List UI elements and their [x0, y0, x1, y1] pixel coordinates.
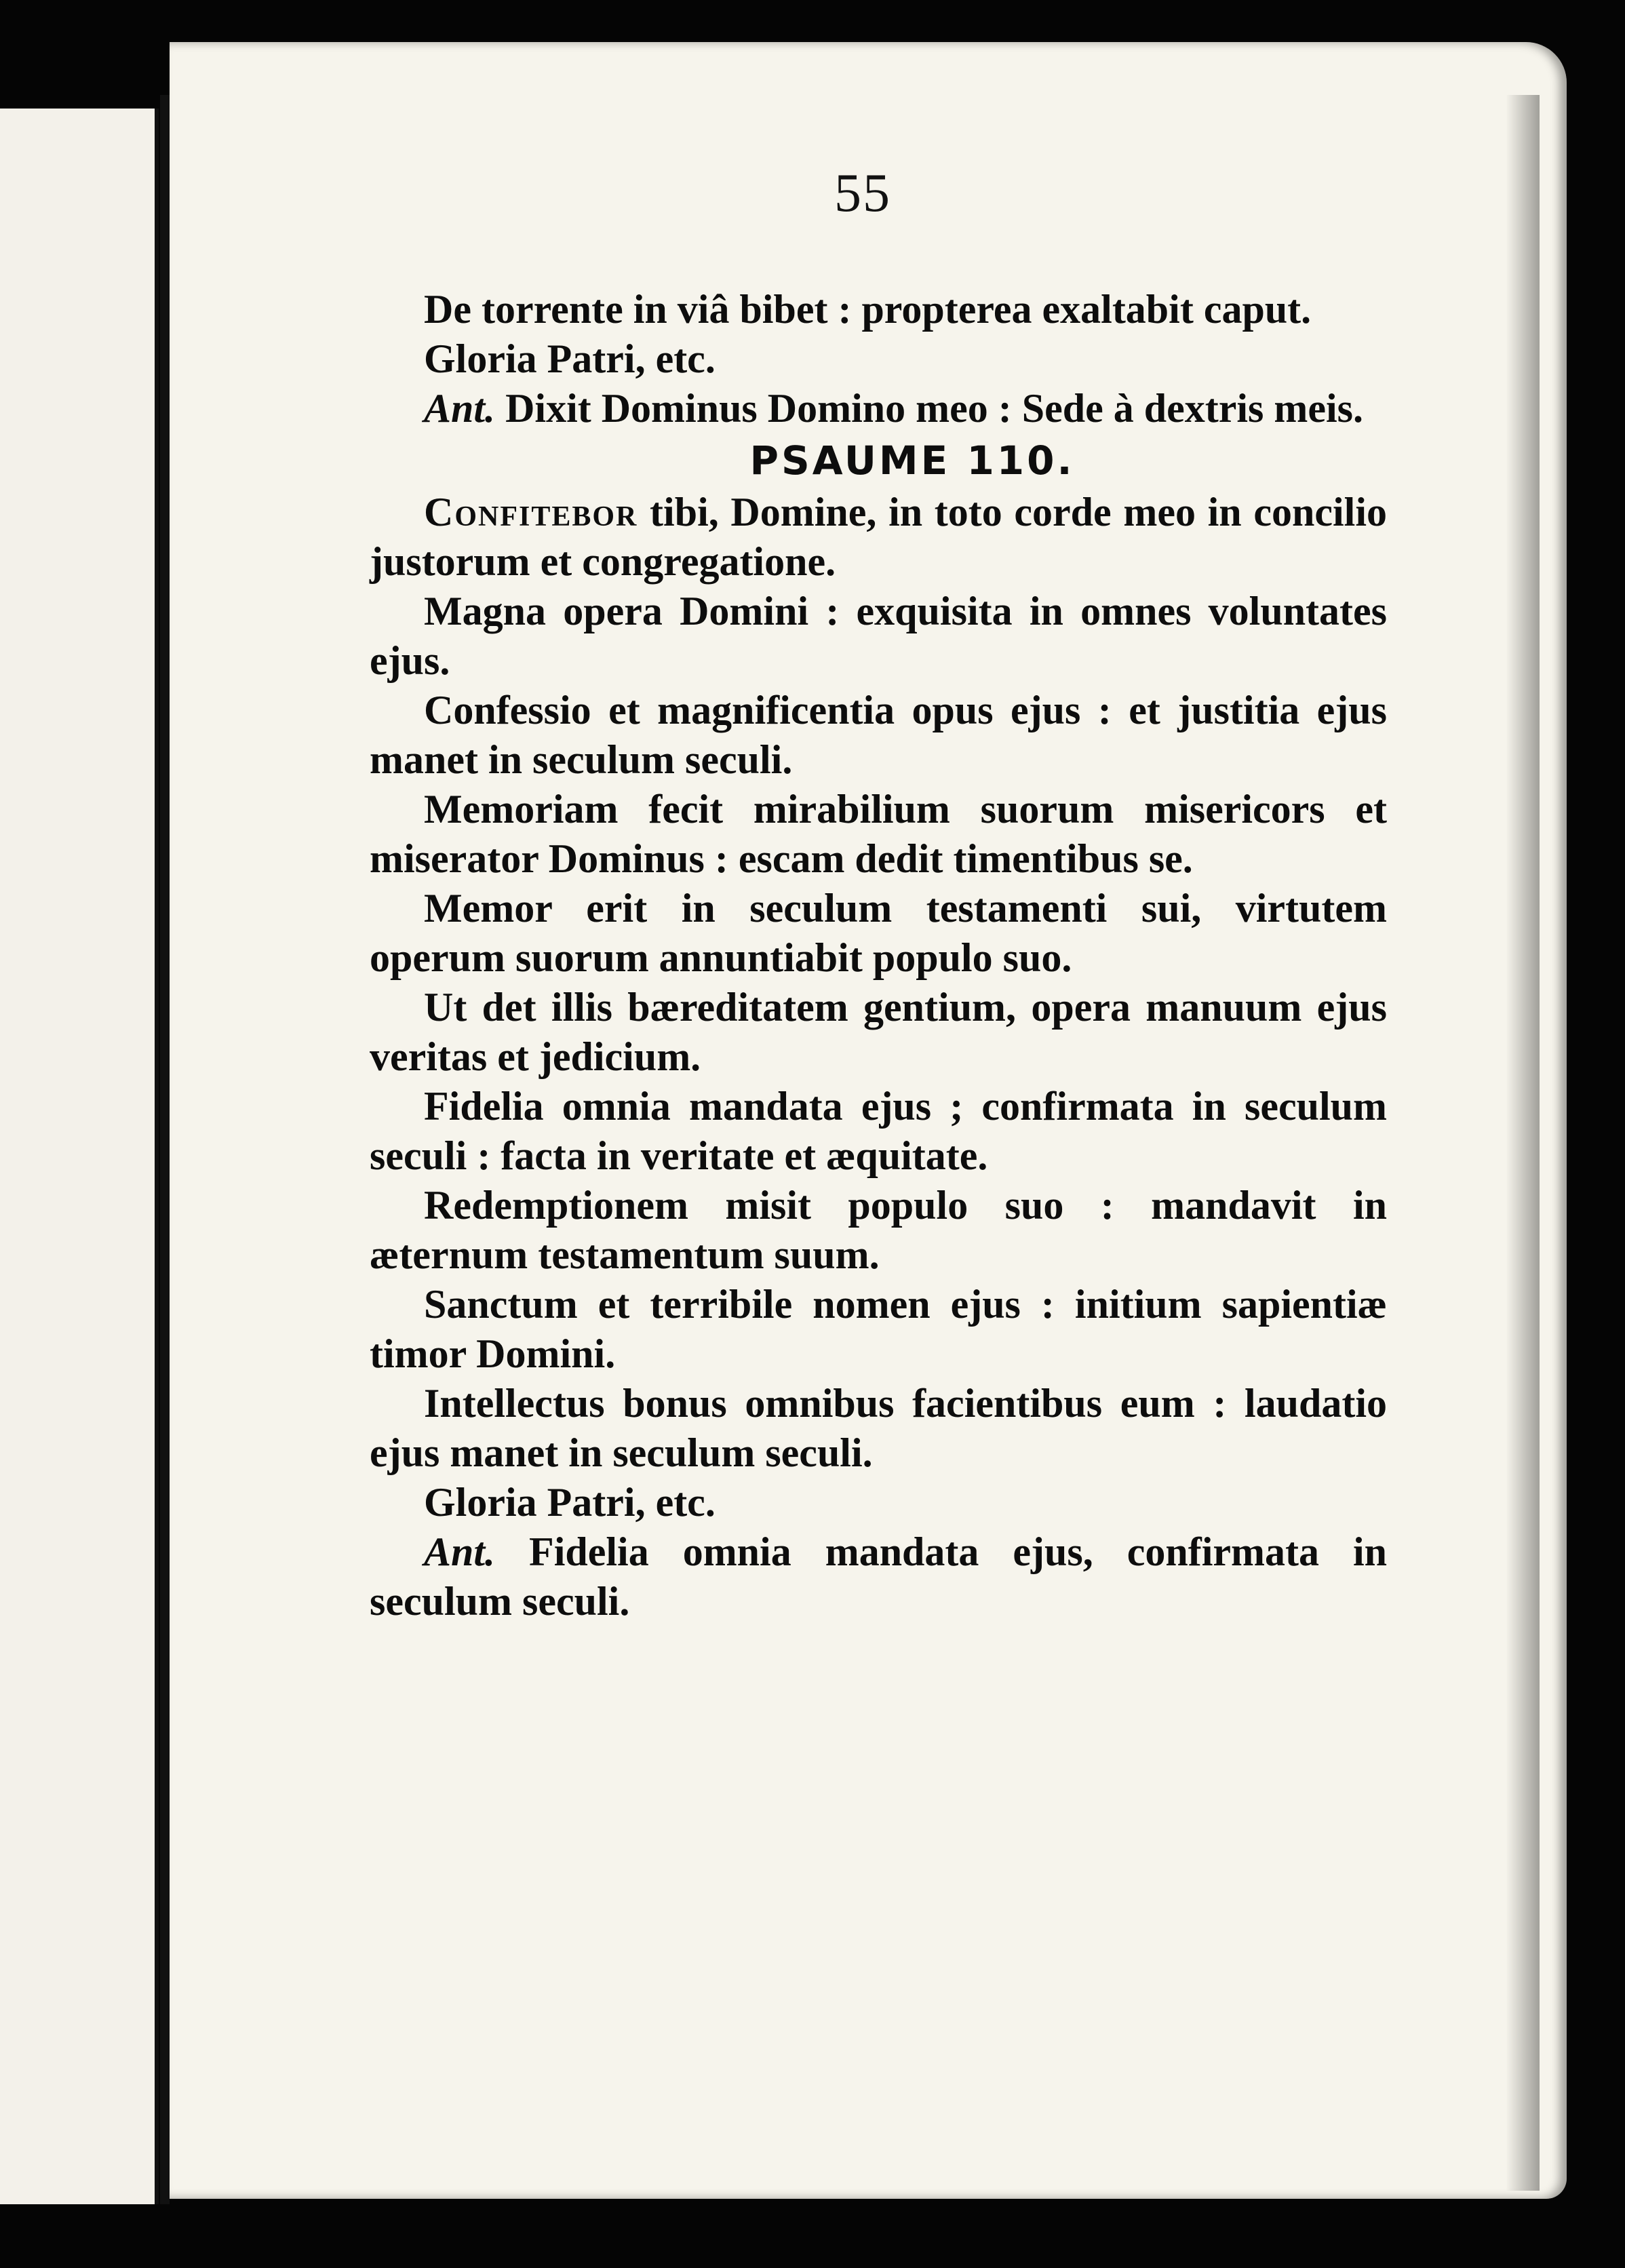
verse-paragraph — [370, 488, 1387, 587]
antiphon-label: Ant. — [424, 386, 496, 431]
verse-paragraph: Memor erit in seculum testamenti sui, virtutem operum suorum annuntiabit populo suo. — [370, 886, 1387, 980]
verse-paragraph: Intellectus bonus omnibus facientibus eum : laudatio ejus manet in seculum seculi. — [370, 1381, 1387, 1475]
binding-gutter — [160, 95, 170, 2204]
verse-paragraph: Magna opera Domini : exquisita in omnes voluntates ejus. — [370, 589, 1387, 683]
antiphon-label: Ant. — [424, 1529, 496, 1574]
psalm-heading: PSAUME 110. — [749, 437, 1075, 484]
antiphon-text: Dixit Dominus Domino meo : Sede à dextris meis. — [495, 386, 1363, 431]
verse-paragraph: Ut det illis bæreditatem gentium, opera manuum ejus veritas et jedicium. — [370, 985, 1387, 1079]
antiphon-text: Fidelia omnia mandata ejus, confirmata in seculum seculi. — [370, 1529, 1387, 1624]
verse-paragraph: Confessio et magnificentia opus ejus : et justitia ejus manet in seculum seculi. — [370, 688, 1387, 782]
page-shadow — [1506, 95, 1540, 2191]
antiphon-line — [370, 384, 1387, 433]
verse-first-word: Confitebor — [424, 490, 638, 534]
verse-paragraph: Sanctum et terribile nomen ejus : initium sapientiæ timor Domini. — [370, 1282, 1387, 1376]
verse-paragraph: Memoriam fecit mirabilium suorum misericors et miserator Dominus : escam dedit timentibus se. — [370, 787, 1387, 881]
page-text — [370, 285, 1387, 1626]
doxology-line: Gloria Patri, etc. — [424, 336, 716, 381]
verse-rest: tibi, Domine, in toto corde meo in concilio justorum et congregatione. — [370, 490, 1387, 584]
verse-paragraph: Fidelia omnia mandata ejus ; confirmata in seculum seculi : facta in veritate et æquitate. — [370, 1084, 1387, 1178]
antiphon-line — [370, 1527, 1387, 1626]
verse-line: De torrente in viâ bibet : propterea exaltabit caput. — [424, 287, 1312, 332]
facing-page-edge — [0, 109, 159, 2204]
doxology-line: Gloria Patri, etc. — [424, 1480, 716, 1525]
verse-paragraph: Redemptionem misit populo suo : mandavit in æternum testamentum suum. — [370, 1183, 1387, 1277]
page-number: 55 — [834, 163, 891, 223]
